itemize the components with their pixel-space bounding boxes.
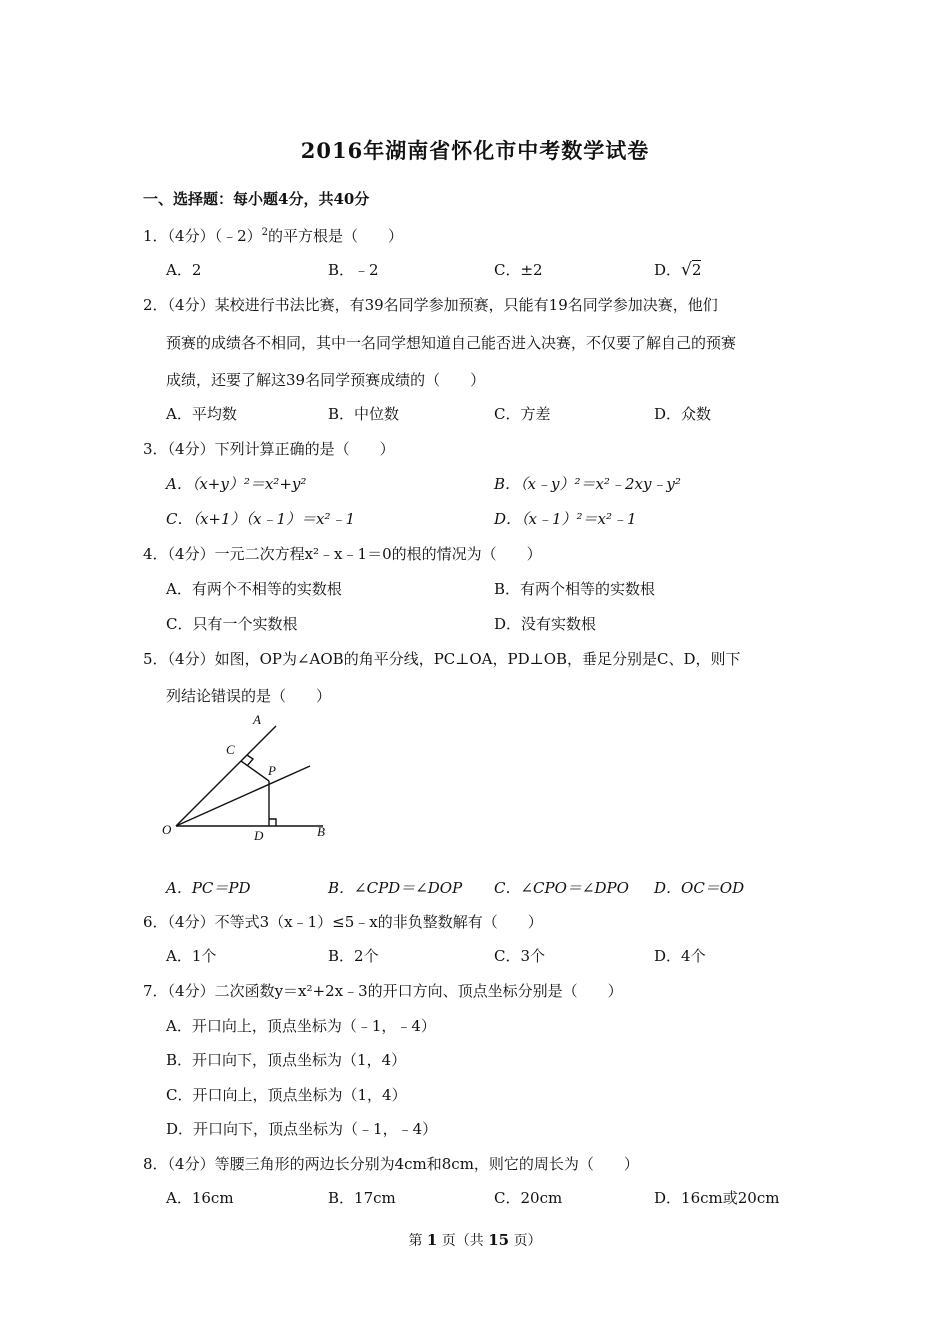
q7-option-b: B．开口向下，顶点坐标为（1，4） bbox=[166, 1051, 407, 1069]
section-heading: 一、选择题：每小题4分，共40分 bbox=[143, 190, 370, 208]
question-6: 6．（4分）不等式3（x﹣1）≤5﹣x的非负整数解有（ ） bbox=[143, 913, 543, 931]
label-c: C bbox=[226, 742, 235, 757]
q1-option-d: D．√2 bbox=[654, 260, 702, 280]
page-number: 1 bbox=[426, 1231, 438, 1249]
label-p: P bbox=[268, 763, 276, 778]
q5-option-c: C．∠CPO＝∠DPO bbox=[494, 879, 629, 897]
q3-option-a: A．（x+y）²＝x²+y² bbox=[166, 475, 307, 493]
exam-title: 2016年湖南省怀化市中考数学试卷 bbox=[300, 138, 650, 163]
right-angle-c bbox=[247, 755, 253, 766]
q6-option-d: D．4个 bbox=[654, 947, 706, 965]
segment-pc bbox=[241, 761, 269, 781]
q2-option-d: D．众数 bbox=[654, 405, 712, 423]
q6-option-a: A．1个 bbox=[166, 947, 217, 965]
question-7: 7．（4分）二次函数y＝x²+2x﹣3的开口方向、顶点坐标分别是（ ） bbox=[143, 982, 623, 1000]
question-3: 3．（4分）下列计算正确的是（ ） bbox=[143, 440, 395, 458]
total-pages: 15 bbox=[488, 1231, 510, 1249]
q6-option-c: C．3个 bbox=[494, 947, 546, 965]
label-o: O bbox=[162, 822, 172, 837]
q8-option-c: C．20cm bbox=[494, 1189, 563, 1207]
q1-option-a: A．2 bbox=[166, 261, 202, 279]
question-5-line-2: 列结论错误的是（ ） bbox=[166, 687, 332, 705]
angle-bisector-figure bbox=[158, 708, 338, 848]
q4-option-c: C．只有一个实数根 bbox=[166, 615, 298, 633]
q1-option-b: B．﹣2 bbox=[328, 261, 379, 279]
question-8: 8．（4分）等腰三角形的两边长分别为4cm和8cm，则它的周长为（ ） bbox=[143, 1155, 639, 1173]
label-a: A bbox=[253, 712, 261, 727]
q7-option-c: C．开口向上，顶点坐标为（1，4） bbox=[166, 1086, 407, 1104]
q4-option-a: A．有两个不相等的实数根 bbox=[166, 580, 342, 598]
q4-option-b: B．有两个相等的实数根 bbox=[494, 580, 656, 598]
question-1: 1．（4分）（﹣2）$^2$的平方根是（ ） bbox=[143, 227, 404, 245]
q3-option-c: C．（x+1）（x﹣1）＝x²﹣1 bbox=[166, 510, 356, 528]
q3-option-d: D．（x﹣1）²＝x²﹣1 bbox=[494, 510, 637, 528]
sqrt-symbol: √ bbox=[681, 260, 692, 280]
question-2-line-1: 2．（4分）某校进行书法比赛，有39名同学参加预赛，只能有19名同学参加决赛，他们 bbox=[143, 296, 718, 314]
q8-option-d: D．16cm或20cm bbox=[654, 1189, 780, 1207]
question-2-line-3: 成绩，还要了解这39名同学预赛成绩的（ ） bbox=[166, 371, 486, 389]
q5-option-a: A．PC＝PD bbox=[166, 879, 251, 897]
label-d: D bbox=[254, 828, 264, 843]
q6-option-b: B．2个 bbox=[328, 947, 379, 965]
q7-option-d: D．开口向下，顶点坐标为（﹣1，﹣4） bbox=[166, 1120, 438, 1138]
label-b: B bbox=[317, 824, 325, 839]
page-footer: 第 1 页（共 15 页） bbox=[408, 1231, 542, 1249]
right-angle-d bbox=[269, 819, 276, 826]
q8-option-b: B．17cm bbox=[328, 1189, 396, 1207]
q2-option-a: A．平均数 bbox=[166, 405, 237, 423]
question-2-line-2: 预赛的成绩各不相同，其中一名同学想知道自己能否进入决赛，不仅要了解自己的预赛 bbox=[166, 334, 737, 352]
q5-option-d: D．OC＝OD bbox=[654, 879, 745, 897]
ray-op bbox=[176, 766, 310, 826]
question-5-line-1: 5．（4分）如图，OP为∠AOB的角平分线，PC⊥OA，PD⊥OB，垂足分别是C、D，则下 bbox=[143, 650, 741, 668]
q4-option-d: D．没有实数根 bbox=[494, 615, 597, 633]
q7-option-a: A．开口向上，顶点坐标为（﹣1，﹣4） bbox=[166, 1017, 436, 1035]
q3-option-b: B．（x﹣y）²＝x²﹣2xy﹣y² bbox=[494, 475, 681, 493]
q8-option-a: A．16cm bbox=[166, 1189, 234, 1207]
q2-option-b: B．中位数 bbox=[328, 405, 400, 423]
q5-option-b: B．∠CPD＝∠DOP bbox=[328, 879, 463, 897]
q2-option-c: C．方差 bbox=[494, 405, 551, 423]
q1-option-c: C．±2 bbox=[494, 261, 543, 279]
question-4: 4．（4分）一元二次方程x²﹣x﹣1＝0的根的情况为（ ） bbox=[143, 545, 542, 563]
